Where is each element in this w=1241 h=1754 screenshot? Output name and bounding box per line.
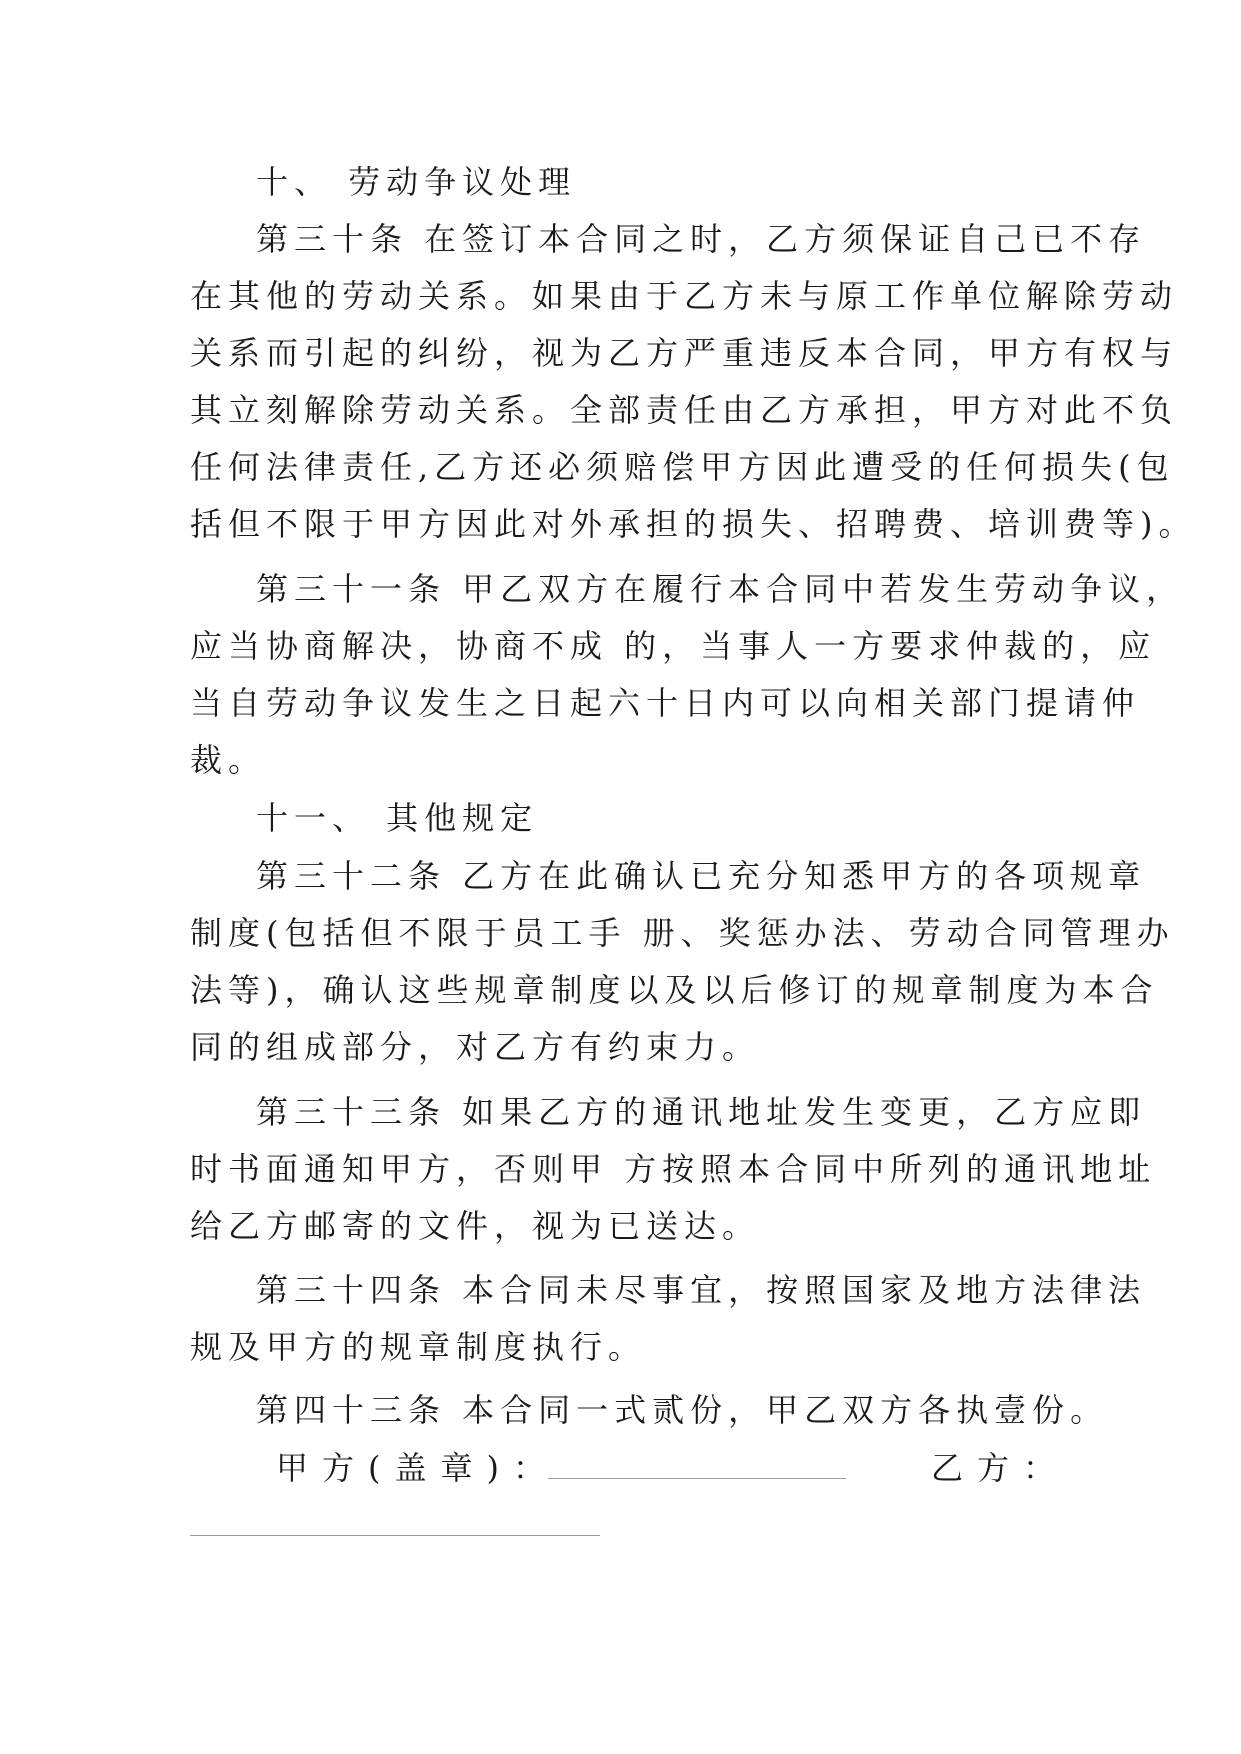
section-heading-labor-dispute: 十、 劳动争议处理 (256, 163, 577, 201)
party-a-signature-line (548, 1478, 846, 1479)
section-heading-other-provisions: 十一、 其他规定 (256, 799, 539, 837)
article-31-line-3: 当自劳动争议发生之日起六十日内可以向相关部门提请仲 (190, 684, 1141, 722)
article-31-line-2: 应当协商解决，协商不成 的，当事人一方要求仲裁的，应 (190, 627, 1157, 665)
party-b-signature-line (190, 1535, 600, 1536)
article-32-line-1: 第三十二条 乙方在此确认已充分知悉甲方的各项规章 (256, 857, 1147, 895)
party-a-label: 甲方(盖章)： (276, 1449, 559, 1487)
article-30-line-4: 其立刻解除劳动关系。全部责任由乙方承担，甲方对此不负 (190, 391, 1179, 429)
signature-row (276, 1448, 1070, 1492)
article-30-line-1: 第三十条 在签订本合同之时，乙方须保证自己已不存 (256, 220, 1147, 258)
article-33-line-2: 时书面通知甲方，否则甲 方按照本合同中所列的通讯地址 (190, 1150, 1157, 1188)
article-30-line-2: 在其他的劳动关系。如果由于乙方未与原工作单位解除劳动 (190, 277, 1179, 315)
article-30-line-3: 关系而引起的纠纷，视为乙方严重违反本合同，甲方有权与 (190, 334, 1179, 372)
article-31-line-1: 第三十一条 甲乙双方在履行本合同中若发生劳动争议， (256, 570, 1185, 608)
article-43-line-1: 第四十三条 本合同一式贰份，甲乙双方各执壹份。 (256, 1391, 1109, 1429)
article-32-line-3: 法等)，确认这些规章制度以及以后修订的规章制度为本合 (190, 971, 1159, 1009)
article-34-line-2: 规及甲方的规章制度执行。 (190, 1328, 647, 1366)
article-33-line-3: 给乙方邮寄的文件，视为已送达。 (190, 1207, 761, 1245)
article-32-line-4: 同的组成部分，对乙方有约束力。 (190, 1028, 761, 1066)
article-30-line-6: 括但不限于甲方因此对外承担的损失、招聘费、培训费等)。 (190, 505, 1197, 543)
article-34-line-1: 第三十四条 本合同未尽事宜，按照国家及地方法律法 (256, 1271, 1147, 1309)
article-30-line-5: 任何法律责任,乙方还必须赔偿甲方因此遭受的任何损失(包 (190, 448, 1175, 486)
article-32-line-2: 制度(包括但不限于员工手 册、奖惩办法、劳动合同管理办 (190, 914, 1175, 952)
article-31-line-4: 裁。 (190, 741, 267, 779)
party-b-label: 乙方： (931, 1449, 1070, 1487)
article-33-line-1: 第三十三条 如果乙方的通讯地址发生变更，乙方应即 (256, 1093, 1147, 1131)
